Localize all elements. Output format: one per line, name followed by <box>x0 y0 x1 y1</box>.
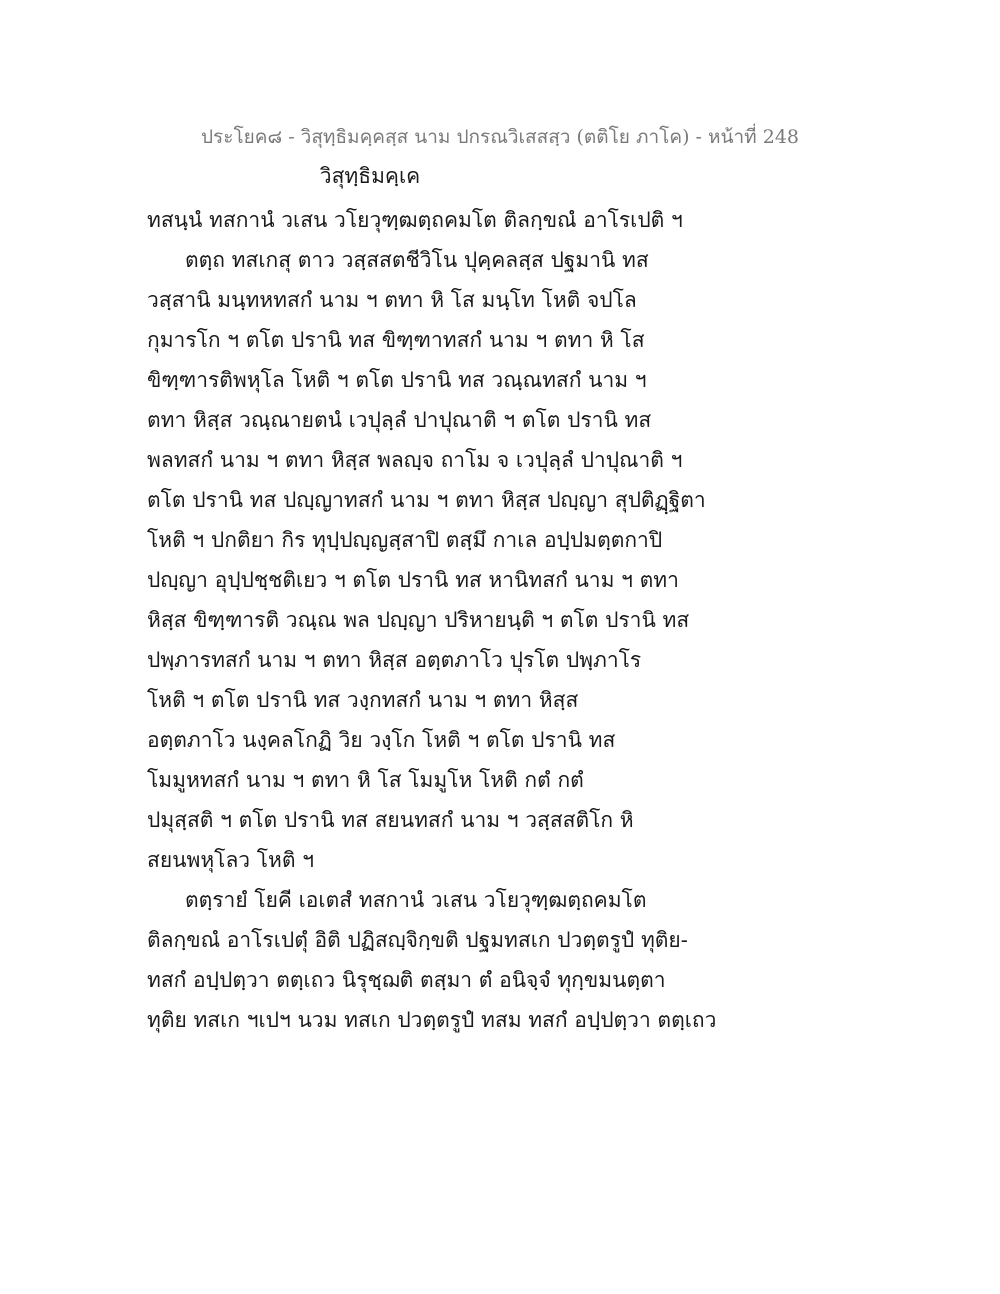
text-line: ปญฺญา อุปฺปชฺชติเยว ฯ ตโต ปรานิ ทส หานิทสกํ นาม ฯ ตทา <box>147 568 679 592</box>
text-line: กุมารโก ฯ ตโต ปรานิ ทส ขิฑฺฑาทสกํ นาม ฯ ตทา หิ โส <box>147 328 645 352</box>
text-line: ตตฺรายํ โยคี เอเตสํ ทสกานํ วเสน วโยวุฑฺฒตฺถคมโต <box>185 888 647 912</box>
body-text <box>147 200 717 1040</box>
text-line: ตโต ปรานิ ทส ปญฺญาทสกํ นาม ฯ ตทา หิสฺส ปญฺญา สุปติฏฺฐิตา <box>147 488 706 512</box>
text-line: โมมูหทสกํ นาม ฯ ตทา หิ โส โมมูโห โหติ กตํ กตํ <box>147 768 584 792</box>
text-line: หิสฺส ขิฑฺฑารติ วณฺณ พล ปญฺญา ปริหายนฺติ ฯ ตโต ปรานิ ทส <box>147 608 690 632</box>
text-line: ตตฺถ ทสเกสุ ตาว วสฺสสตชีวิโน ปุคฺคลสฺส ปฐมานิ ทส <box>185 248 649 272</box>
text-line: สยนพหุโลว โหติ ฯ <box>147 848 315 872</box>
running-header: ประโยค๘ - วิสุทฺธิมคฺคสฺส นาม ปกรณวิเสสสฺว (ตติโย ภาโค) - หน้าที่ 248 <box>200 126 800 148</box>
section-title: วิสุทฺธิมคฺเค <box>319 164 421 188</box>
text-line: โหติ ฯ ตโต ปรานิ ทส วงฺกทสกํ นาม ฯ ตทา หิสฺส <box>147 688 579 712</box>
text-line: โหติ ฯ ปกติยา กิร ทุปฺปญฺญสฺสาปิ ตสฺมึ กาเล อปฺปมตฺตกาปิ <box>147 528 663 552</box>
text-line: ทสนฺนํ ทสกานํ วเสน วโยวุฑฺฒตฺถคมโต ติลกฺขณํ อาโรเปติ ฯ <box>147 208 683 232</box>
text-line: ทุติย ทสเก ฯเปฯ นวม ทสเก ปวตฺตรูปํ ทสม ทสกํ อปฺปตฺวา ตตฺเถว <box>147 1008 717 1032</box>
text-line: ทสกํ อปฺปตฺวา ตตฺเถว นิรุชฺฌติ ตสฺมา ตํ อนิจฺจํ ทุกฺขมนตฺตา <box>147 968 666 992</box>
text-line: อตฺตภาโว นงฺคลโกฏิ วิย วงฺโก โหติ ฯ ตโต ปรานิ ทส <box>147 728 616 752</box>
text-line: ปมุสฺสติ ฯ ตโต ปรานิ ทส สยนทสกํ นาม ฯ วสฺสสติโก หิ <box>147 808 634 832</box>
text-line: วสฺสานิ มนฺทหทสกํ นาม ฯ ตทา หิ โส มนฺโท โหติ จปโล <box>147 288 637 312</box>
text-line: ติลกฺขณํ อาโรเปตุํ อิติ ปฏิสญฺจิกฺขติ ปฐมทสเก ปวตฺตรูปํ ทุติย- <box>147 928 688 952</box>
text-line: ตทา หิสฺส วณฺณายตนํ เวปุลฺลํ ปาปุณาติ ฯ ตโต ปรานิ ทส <box>147 408 652 432</box>
text-line: ขิฑฺฑารติพหุโล โหติ ฯ ตโต ปรานิ ทส วณฺณทสกํ นาม ฯ <box>147 368 647 392</box>
text-line: พลทสกํ นาม ฯ ตทา หิสฺส พลญฺจ ถาโม จ เวปุลฺลํ ปาปุณาติ ฯ <box>147 448 683 472</box>
text-line: ปพฺภารทสกํ นาม ฯ ตทา หิสฺส อตฺตภาโว ปุรโต ปพฺภาโร <box>147 648 642 672</box>
